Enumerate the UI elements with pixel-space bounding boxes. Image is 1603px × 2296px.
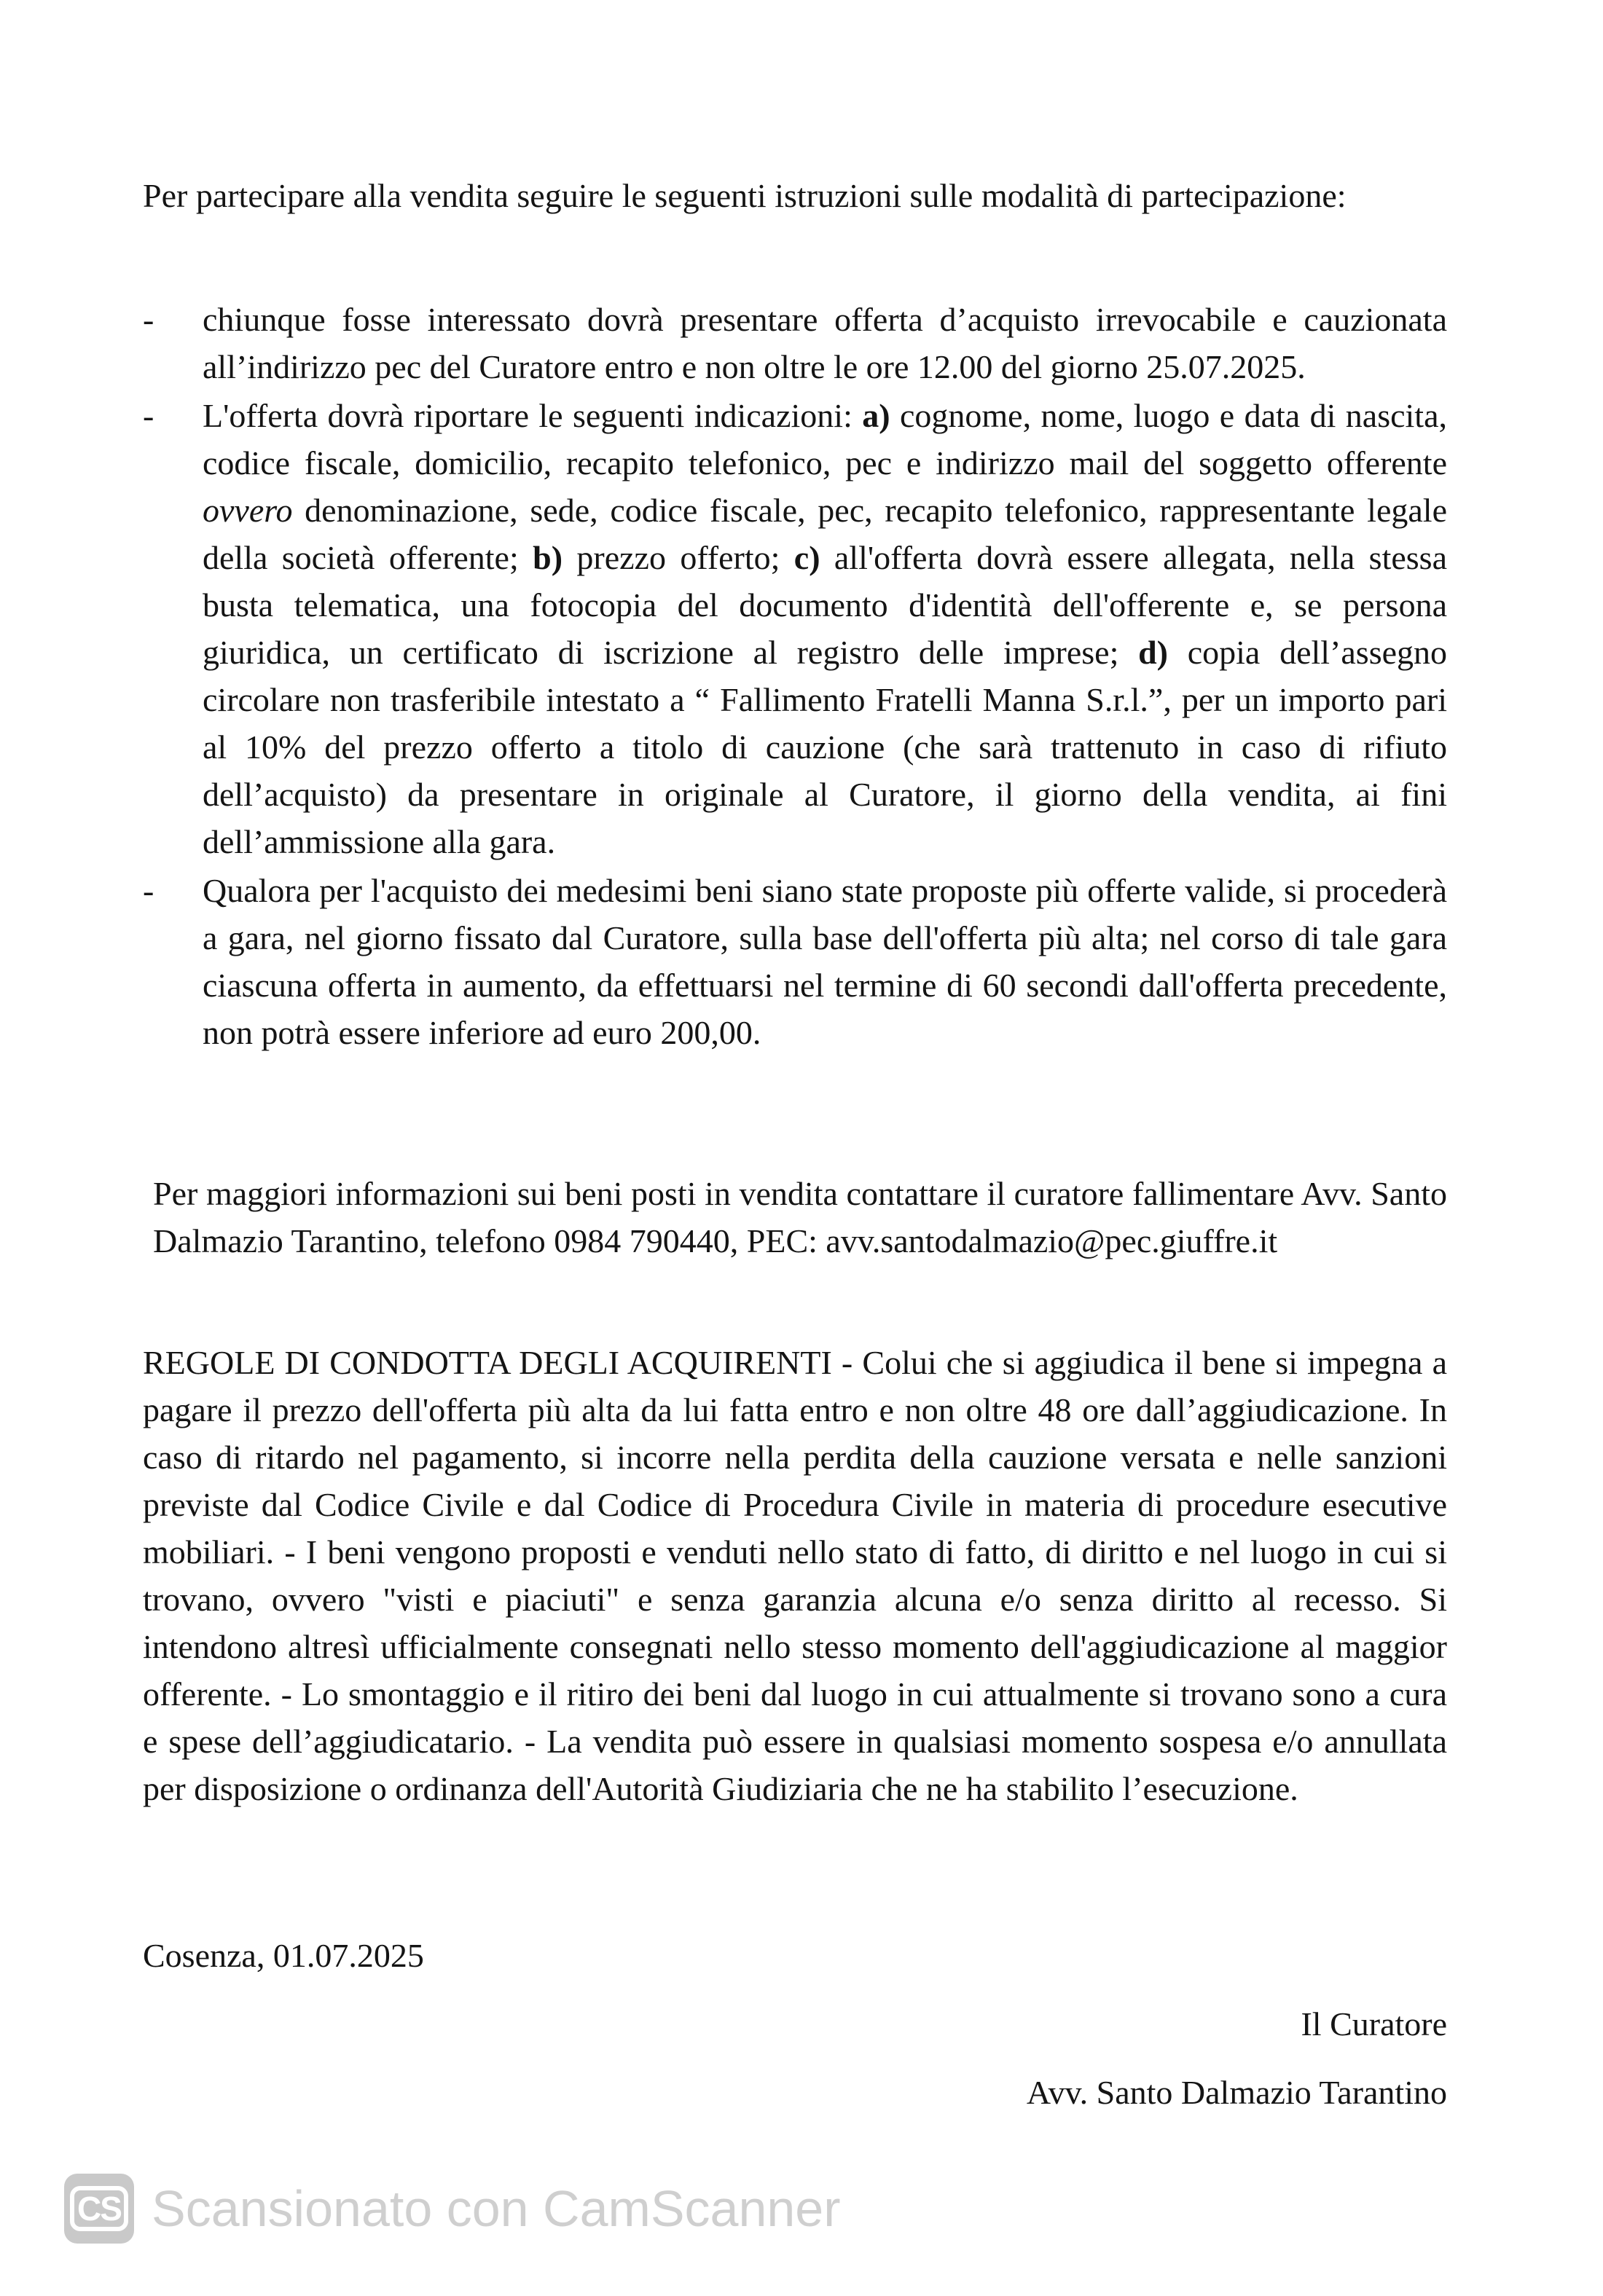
bullet-text: Qualora per l'acquisto dei medesimi beni siano state proposte più offerte valide, si procederà a gara, nel giorno fissato dal Curatore, sulla base dell'offerta più alta; nel corso di tale gara ciascuna offerta in aumento, da effettuarsi nel termine di 60 secondi dall'offerta precedente, non potrà essere inferiore ad euro 200,00. xyxy=(203,872,1447,1051)
label-c: c) xyxy=(793,539,820,576)
scanner-watermark xyxy=(64,2172,841,2245)
signature-name: Avv. Santo Dalmazio Tarantino xyxy=(1026,2074,1447,2111)
watermark-text: Scansionato con CamScanner xyxy=(152,2180,841,2237)
bullet-dash: - xyxy=(143,872,154,909)
bullet-dash: - xyxy=(143,301,154,338)
emphasis-ovvero: ovvero xyxy=(203,492,293,529)
bullet-text: chiunque fosse interessato dovrà presentare offerta d’acquisto irrevocabile e cauzionata all’indirizzo pec del Curatore entro e non oltre le ore 12.00 del giorno 25.07.2025. xyxy=(203,301,1447,385)
camscanner-logo-icon xyxy=(64,2174,134,2244)
bullet-text: L'offerta dovrà riportare le seguenti indicazioni: a) cognome, nome, luogo e data di nascita, codice fiscale, domicilio, recapito telefonico, pec e indirizzo mail del soggetto offerente ovvero denominazione, sede, codice fiscale, pec, recapito telefonico, rappresentante legale della società offerente; b) prezzo offerto; c) all'offerta dovrà essere allegata, nella stessa busta telematica, una fotocopia del documento d'identità dell'offerente e, se persona giuridica, un certificato di iscrizione al registro delle imprese; d) copia dell’assegno circolare non trasferibile intestato a “ Fallimento Fratelli Manna S.r.l.”, per un importo pari al 10% del prezzo offerto a titolo di cauzione (che sarà trattenuto in caso di rifiuto dell’acquisto) da presentare in originale al Curatore, il giorno della vendita, ai fini dell’ammissione alla gara. xyxy=(203,397,1448,860)
label-a: a) xyxy=(862,397,890,434)
camscanner-logo-text: CS xyxy=(70,2186,128,2231)
list-item xyxy=(143,296,1447,390)
list-item xyxy=(143,392,1447,865)
label-d: d) xyxy=(1138,634,1168,671)
list-item xyxy=(143,867,1447,1056)
label-b: b) xyxy=(533,539,563,576)
rules-paragraph: REGOLE DI CONDOTTA DEGLI ACQUIRENTI - Colui che si aggiudica il bene si impegna a pagare il prezzo dell'offerta più alta da lui fatta entro e non oltre 48 ore dall’aggiudicazione. In caso di ritardo nel pagamento, si incorre nella perdita della cauzione versata e nelle sanzioni previste dal Codice Civile e dal Codice di Procedura Civile in materia di procedure esecutive mobiliari. - I beni vengono proposti e venduti nello stato di fatto, di diritto e nel luogo in cui si trovano, ovvero "visti e piaciuti" e senza garanzia alcuna e/o senza diritto al recesso. Si intendono altresì ufficialmente consegnati nello stesso momento dell'aggiudicazione al maggior offerente. - Lo smontaggio e il ritiro dei beni dal luogo in cui attualmente si trovano sono a cura e spese dell’aggiudicatario. - La vendita può essere in qualsiasi momento sospesa e/o annullata per disposizione o ordinanza dell'Autorità Giudiziaria che ne ha stabilito l’esecuzione. xyxy=(143,1344,1447,1807)
place-date: Cosenza, 01.07.2025 xyxy=(143,1937,424,1974)
signature-title: Il Curatore xyxy=(1301,2005,1447,2043)
contact-info-paragraph: Per maggiori informazioni sui beni posti in vendita contattare il curatore fallimentare Avv. Santo Dalmazio Tarantino, telefono 0984 790440, PEC: avv.santodalmazio@pec.giuffre.it xyxy=(153,1175,1447,1259)
intro-paragraph: Per partecipare alla vendita seguire le seguenti istruzioni sulle modalità di partecipazione: xyxy=(143,177,1347,214)
bullet-dash: - xyxy=(143,397,154,434)
instructions-list xyxy=(143,296,1447,1058)
